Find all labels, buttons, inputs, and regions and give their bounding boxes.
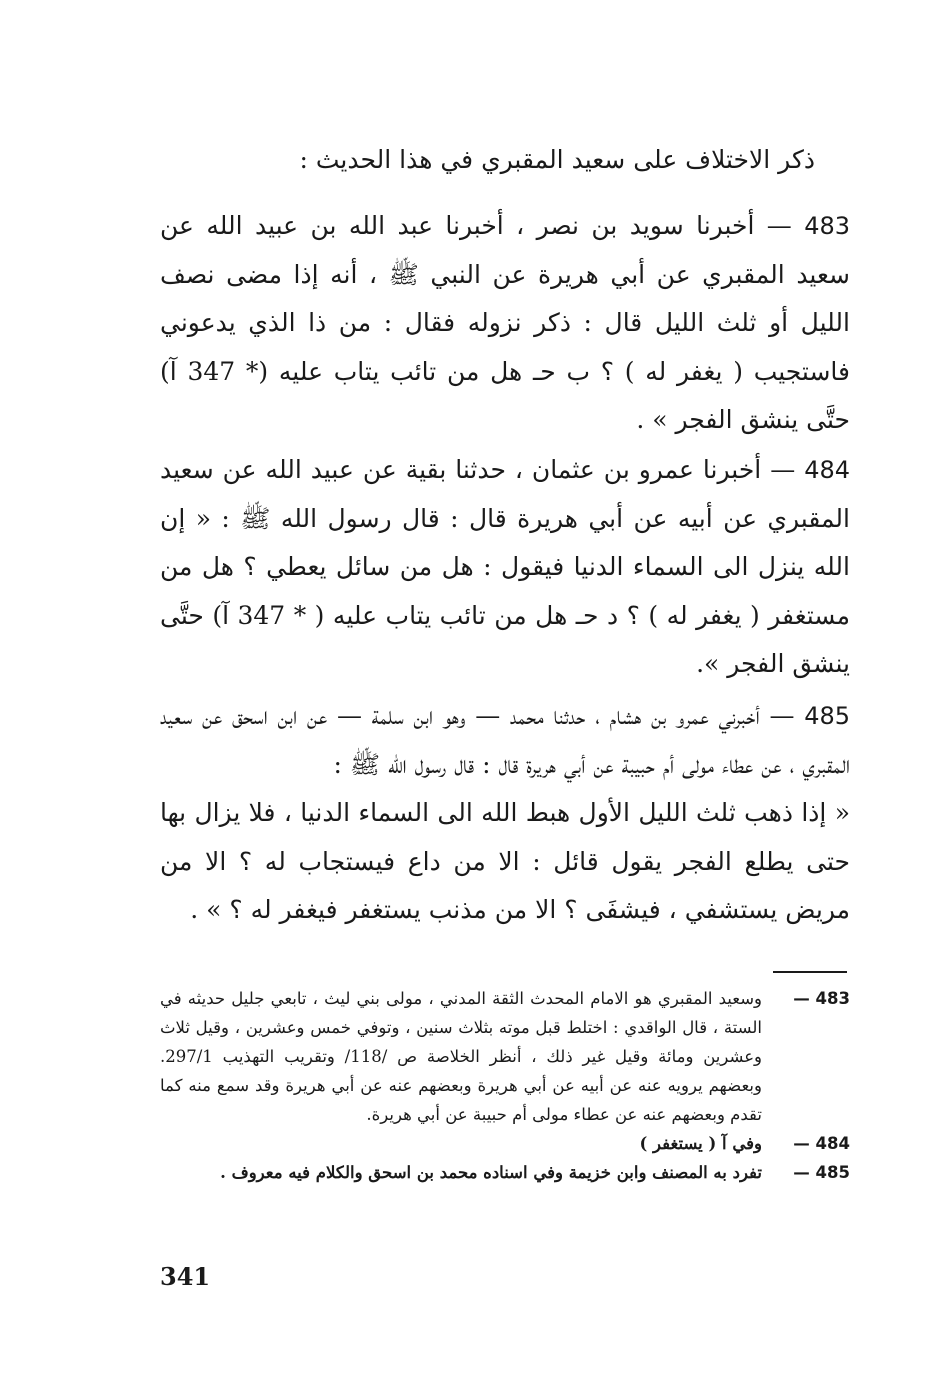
page-number: 341	[160, 1262, 211, 1291]
footnote-483	[160, 984, 850, 1129]
hadith-paragraph	[160, 692, 850, 789]
footnote-number	[762, 1129, 850, 1158]
footnote-number	[762, 984, 850, 1013]
footnote-text: وسعيد المقبري هو الامام المحدث الثقة المدني ، مولى بني ليث ، تابعي جليل حديثه في الستة ، قال الواقدي : اختلط قبل موته بثلاث سنين ، وتوفي خمس وعشرين ، وقيل ثلاث وعشرين ومائة وقيل غير ذلك ، أنظر الخلاصة ص /118/ وتقريب التهذيب 297/1. وبعضهم يرويه عنه عن أبيه عن أبي هريرة وبعضهم عنه عن أبي هريرة وقد سمع منه كما تقدم وبعضهم عنه عن عطاء مولى أم حبيبة عن أبي هريرة.	[160, 989, 763, 1124]
hadith-paragraph	[160, 202, 850, 445]
hadith-483	[160, 202, 850, 445]
hadith-quote: « إذا ذهب ثلث الليل الأول هبط الله الى السماء الدنيا ، فلا يزال بها حتى يطلع الفجر يقول قائل : الا من داع فيستجاب له ؟ الا من مريض يستشفي ، فيشفَى ؟ الا من مذنب يستغفر فيغفر له ؟ » .	[160, 798, 850, 924]
section-title: ذكر الاختلاف على سعيد المقبري في هذا الحديث :	[299, 145, 815, 174]
hadith-dash: —	[770, 455, 796, 484]
footnote-separator	[773, 971, 847, 973]
hadith-text: أخبرني عمرو بن هشام ، حدثنا محمد — وهو ابن سلمة — عن ابن اسحق عن سعيد المقبري ، عن عطاء مولى أم حبيبة عن أبي هريرة قال : قال رسول الله ﷺ :	[160, 701, 850, 779]
footnotes	[160, 984, 850, 1187]
footnote-text: تفرد به المصنف وابن خزيمة وفي اسناده محمد بن اسحق والكلام فيه معروف .	[220, 1163, 762, 1182]
footnote-dash: —	[793, 989, 810, 1008]
footnote-number-value: 484	[815, 1134, 850, 1153]
footnote-dash: —	[793, 1163, 810, 1182]
footnote-dash: —	[793, 1134, 810, 1153]
footnote-number-value: 483	[815, 989, 850, 1008]
hadith-number: 483	[804, 212, 850, 240]
footnote-484	[160, 1129, 850, 1158]
hadith-text: أخبرنا عمرو بن عثمان ، حدثنا بقية عن عبيد الله عن سعيد المقبري عن أبيه عن أبي هريرة قال : قال رسول الله ﷺ : « إن الله ينزل الى السماء الدنيا فيقول : هل من سائل يعطي ؟ هل من مستغفر ( يغفر له ) ؟ د حـ هل من تائب يتاب عليه ( * 347 آ) حتَّى ينشق الفجر ».	[160, 455, 850, 678]
hadith-dash: —	[769, 701, 795, 730]
hadith-paragraph	[160, 446, 850, 689]
hadith-dash: —	[766, 211, 792, 240]
footnote-text: وفي آ ( يستغفر )	[639, 1134, 762, 1153]
hadith-number: 485	[804, 702, 851, 730]
hadith-text: أخبرنا سويد بن نصر ، أخبرنا عبد الله بن عبيد الله عن سعيد المقبري عن أبي هريرة عن النبي ﷺ ، أنه إذا مضى نصف الليل أو ثلث الليل قال : ذكر نزوله فقال : من ذا الذي يدعوني فاستجيب ( يغفر له ) ؟ ب حـ هل من تائب يتاب عليه (* 347 آ) حتَّى ينشق الفجر » .	[160, 211, 850, 434]
hadith-484	[160, 446, 850, 689]
hadith-number: 484	[804, 456, 850, 484]
footnote-number	[762, 1158, 850, 1187]
footnote-number-value: 485	[815, 1163, 850, 1182]
hadith-485	[160, 692, 850, 935]
footnote-485	[160, 1158, 850, 1187]
